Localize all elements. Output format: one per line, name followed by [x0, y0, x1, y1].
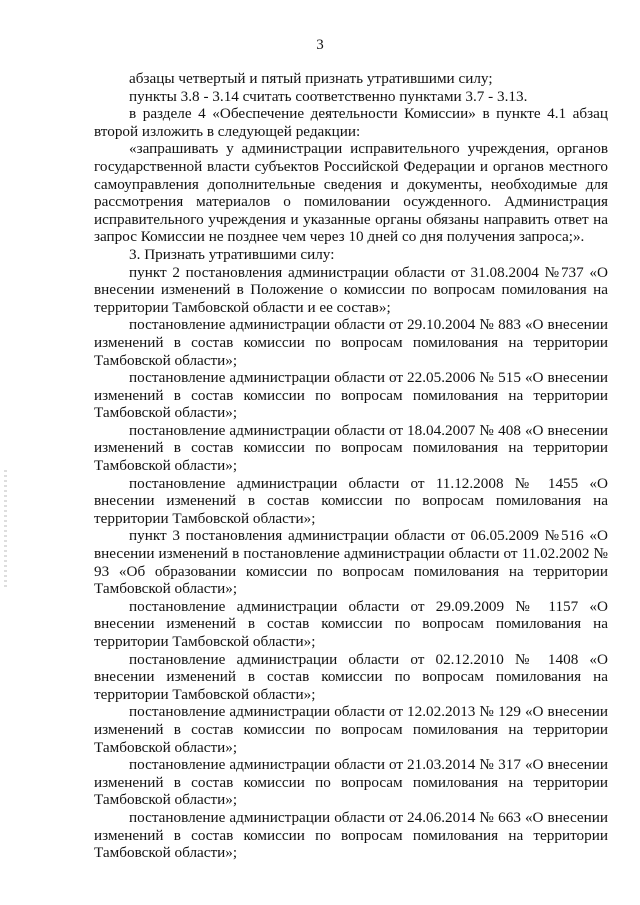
paragraph-10: постановление администрации области от 11.12.2008 № 1455 «О внесении изменений в состав комиссии по вопросам помилования на территории Тамбовской области»;: [94, 474, 608, 527]
paragraph-5: 3. Признать утратившими силу:: [129, 245, 335, 263]
paragraph-3: в разделе 4 «Обеспечение деятельности Комиссии» в пункте 4.1 абзац второй изложить в следующей редакции:: [94, 105, 608, 140]
paragraph-8: постановление администрации области от 22.05.2006 № 515 «О внесении изменений в состав комиссии по вопросам помилования на территории Тамбовской области»;: [94, 369, 608, 422]
scan-margin-mark: [4, 470, 7, 590]
paragraph-1: абзацы четвертый и пятый признать утратившими силу;: [129, 70, 493, 87]
paragraph-6: пункт 2 постановления администрации области от 31.08.2004 №737 «О внесении изменений в Положение о комиссии по вопросам помилования на территории Тамбовской области и ее состав»;: [94, 263, 608, 316]
paragraph-13: постановление администрации области от 02.12.2010 № 1408 «О внесении изменений в состав комиссии по вопросам помилования на территории Тамбовской области»;: [94, 650, 608, 703]
paragraph-2: пункты 3.8 - 3.14 считать соответственно пунктами 3.7 - 3.13.: [129, 87, 528, 105]
page-number: 3: [316, 37, 324, 53]
paragraph-12: постановление администрации области от 29.09.2009 № 1157 «О внесении изменений в состав комиссии по вопросам помилования на территории Тамбовской области»;: [94, 597, 608, 650]
document-body: [94, 70, 608, 862]
paragraph-15: постановление администрации области от 21.03.2014 № 317 «О внесении изменений в состав комиссии по вопросам помилования на территории Тамбовской области»;: [94, 756, 608, 809]
paragraph-16: постановление администрации области от 24.06.2014 № 663 «О внесении изменений в состав комиссии по вопросам помилования на территории Тамбовской области»;: [94, 808, 608, 862]
paragraph-11: пункт 3 постановления администрации области от 06.05.2009 №516 «О внесении изменений в постановление администрации области от 11.02.2002 № 93 «Об образовании комиссии по вопросам помилования на территории Тамбовской области»;: [94, 527, 608, 598]
paragraph-7: постановление администрации области от 29.10.2004 № 883 «О внесении изменений в состав комиссии по вопросам помилования на территории Тамбовской области»;: [94, 316, 608, 369]
paragraph-9: постановление администрации области от 18.04.2007 № 408 «О внесении изменений в состав комиссии по вопросам помилования на территории Тамбовской области»;: [94, 421, 608, 475]
paragraph-4: «запрашивать у администрации исправительного учреждения, органов государственной власти субъектов Российской Федерации и органов местного самоуправления дополнительные сведения и документы, необходимые для рассмотрения материалов о помиловании осужденного. Администрация исправительного учреждения и указанные органы обязаны направить ответ на запрос Комиссии не позднее чем через 10 дней со дня получения запроса;».: [94, 140, 608, 246]
paragraph-14: постановление администрации области от 12.02.2013 № 129 «О внесении изменений в состав комиссии по вопросам помилования на территории Тамбовской области»;: [94, 703, 608, 756]
